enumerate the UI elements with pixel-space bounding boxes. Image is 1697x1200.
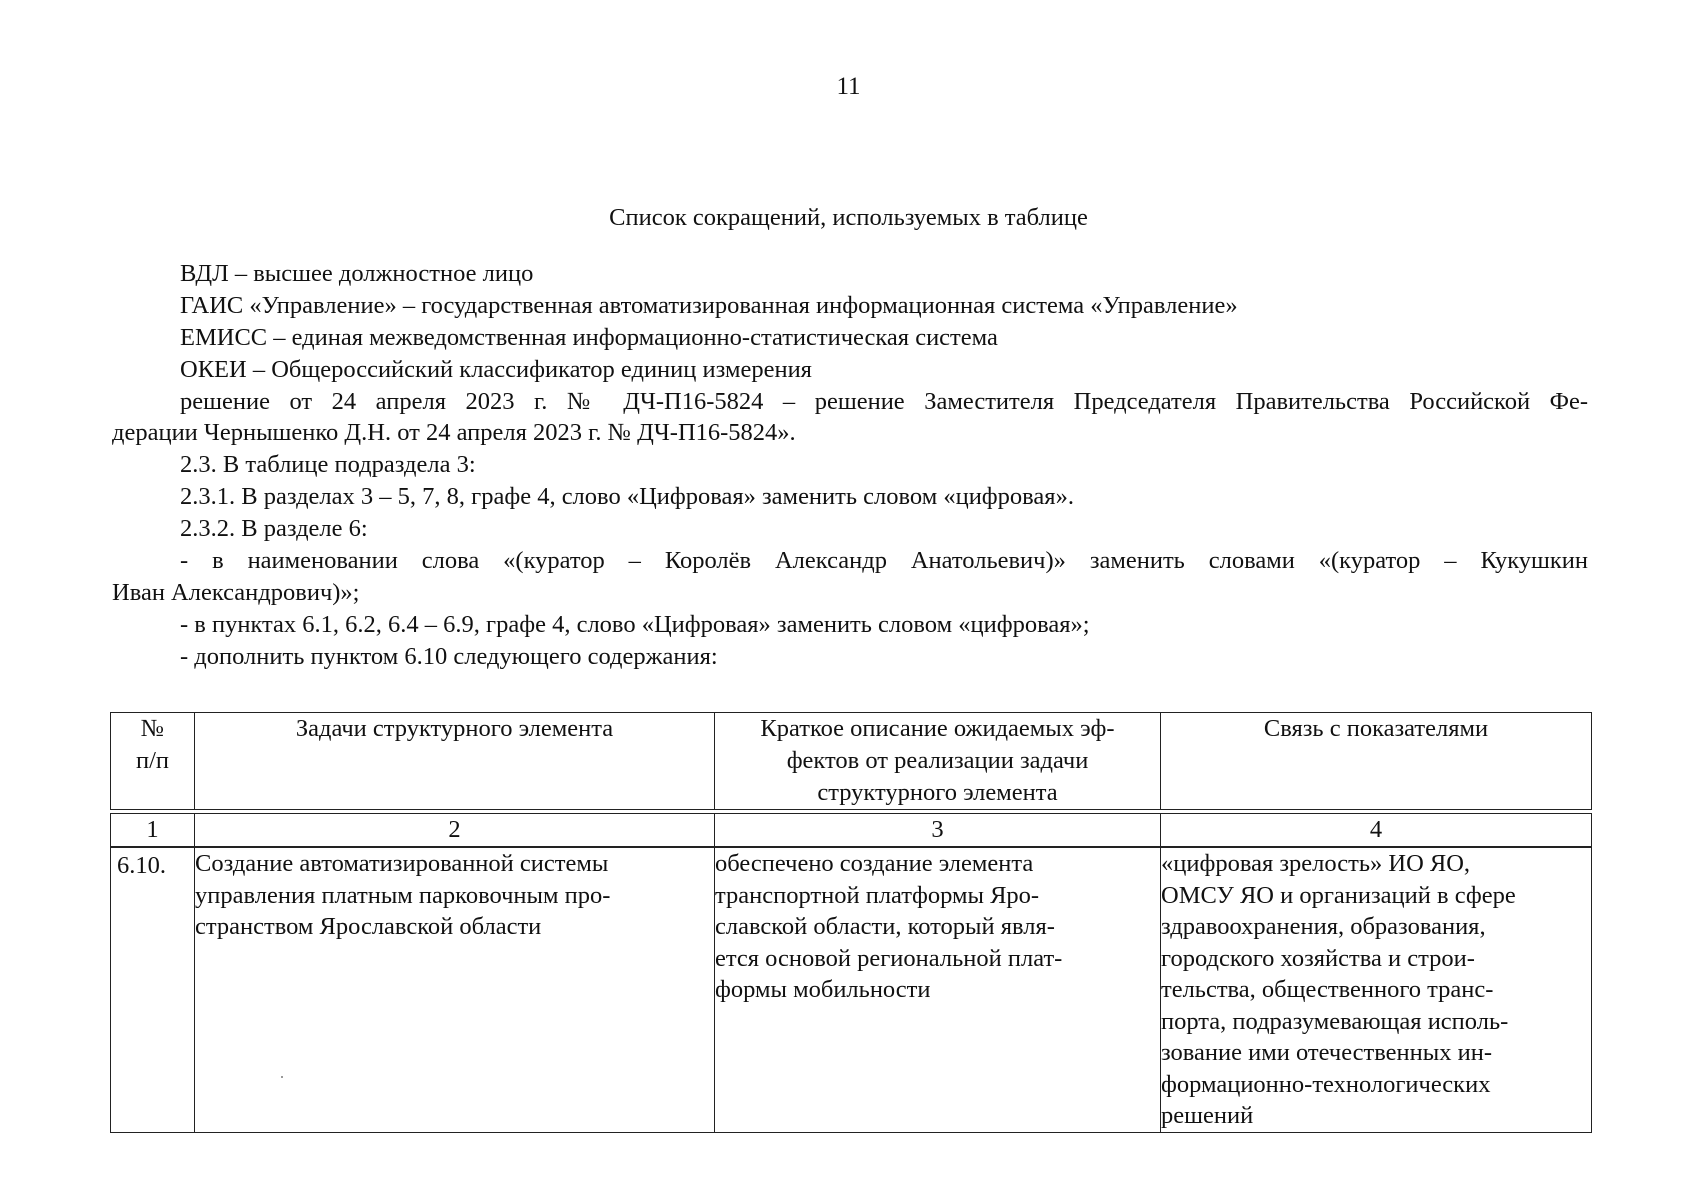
text-line: 2.3. В таблице подраздела 3: [180,451,476,479]
section-heading: Список сокращений, используемых в таблице [609,204,1088,231]
cell-line: зование ими отечественных ин- [1161,1039,1493,1066]
text-line: дерации Чернышенко Д.Н. от 24 апреля 2023 г. № ДЧ-П16-5824». [112,419,796,447]
header-text: № [140,715,165,742]
text-line: - в наименовании слова «(куратор – Королёв Александр Анатольевич)» заменить словами «(куратор – Кукушкин [180,547,1588,575]
cell-line: городского хозяйства и строи- [1161,944,1475,972]
column-number: 4 [1161,814,1592,847]
header-cell-number [111,713,195,810]
table-header [110,712,1592,810]
table-row [110,847,1592,1133]
task-cell [195,848,715,1133]
text-line: ОКЕИ – Общероссийский классификатор единиц измерения [180,355,812,383]
row-number: 6.10. [111,848,195,1133]
scan-speck [281,1076,283,1078]
header-text: Краткое описание ожидаемых эф- [760,715,1115,742]
text-line: 2.3.2. В разделе 6: [180,515,368,543]
page-number: 11 [836,73,861,100]
text-line: 2.3.1. В разделах 3 – 5, 7, 8, графе 4, слово «Цифровая» заменить словом «цифровая». [180,483,1074,511]
cell-line: решений [1161,1102,1254,1129]
header-text: Задачи структурного элемента [295,715,614,742]
cell-line: славской области, который явля- [715,913,1055,940]
cell-line: формационно-технологических [1161,1070,1491,1098]
header-text: п/п [135,747,170,774]
cell-line: формы мобильности [715,976,931,1003]
column-number: 3 [715,814,1161,847]
cell-line: Создание автоматизированной системы [195,850,609,877]
cell-line: управления платным парковочным про- [195,881,611,909]
text-line: ГАИС «Управление» – государственная автоматизированная информационная система «Управление» [180,291,1238,319]
header-text: фектов от реализации задачи [786,747,1089,774]
text-line: - дополнить пунктом 6.10 следующего содержания: [180,642,718,670]
column-number: 2 [195,814,715,847]
cell-line: «цифровая зрелость» ИО ЯО, [1161,850,1471,877]
header-cell-indicators [1161,713,1592,810]
text-line: Иван Александрович)»; [112,578,360,606]
cell-line: ОМСУ ЯО и организаций в сфере [1161,881,1516,909]
indicators-cell [1161,848,1592,1133]
body-text [112,258,1588,673]
header-text: Связь с показателями [1263,715,1489,742]
header-cell-tasks [195,713,715,810]
cell-line: обеспечено создание элемента [715,850,1034,877]
column-number: 1 [111,814,195,847]
header-cell-effects [715,713,1161,810]
cell-line: ется основой региональной плат- [715,944,1063,972]
text-line: ВДЛ – высшее должностное лицо [180,260,534,287]
cell-line: тельства, общественного транс- [1161,976,1494,1003]
text-line: ЕМИСС – единая межведомственная информационно-статистическая система [180,323,998,351]
header-text: структурного элемента [817,779,1058,806]
cell-line: странством Ярославской области [195,913,542,940]
effects-cell [715,848,1161,1133]
cell-line: транспортной платформы Яро- [715,881,1040,909]
column-number-row [110,813,1592,847]
text-line: решение от 24 апреля 2023 г. № ДЧ-П16-5824 – решение Заместителя Председателя Правительства Российской Фе- [180,387,1588,415]
text-line: - в пунктах 6.1, 6.2, 6.4 – 6.9, графе 4, слово «Цифровая» заменить словом «цифровая»; [180,610,1090,638]
cell-line: здравоохранения, образования, [1161,913,1486,940]
cell-line: порта, подразумевающая исполь- [1161,1007,1509,1035]
